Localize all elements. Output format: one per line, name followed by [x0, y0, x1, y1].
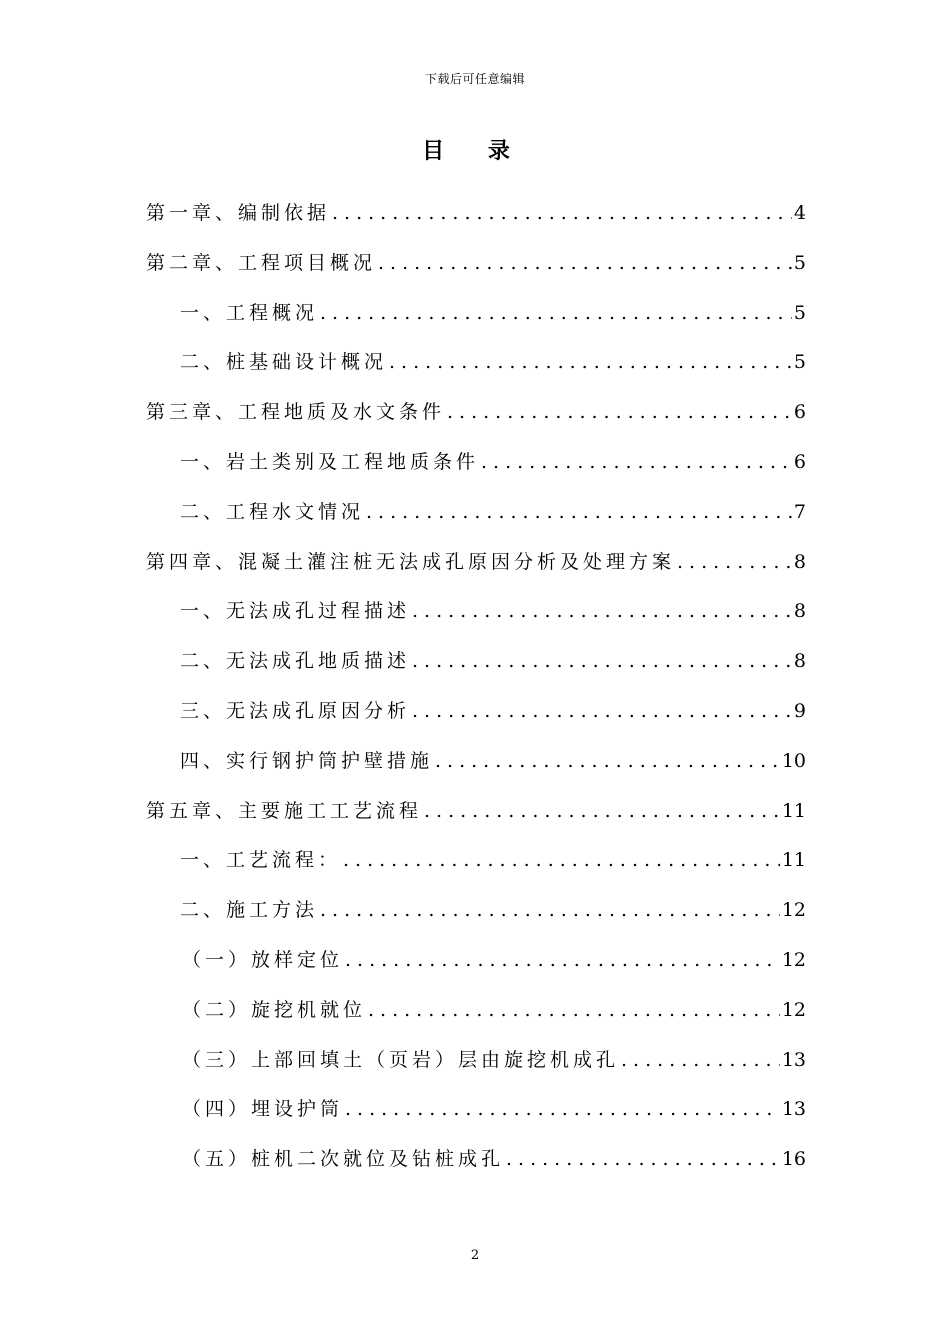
toc-entry-label: （一）放样定位: [182, 948, 344, 971]
toc-leader-dots: [320, 892, 780, 928]
toc-leader-dots: [320, 295, 792, 331]
toc-entry-page: 12: [781, 998, 806, 1021]
toc-entry-label: 一、无法成孔过程描述: [180, 600, 411, 623]
toc-entry[interactable]: [146, 743, 806, 793]
toc-leader-dots: [332, 195, 792, 231]
toc-entry-label: 二、桩基础设计概况: [180, 351, 388, 374]
toc-entry-page: 11: [781, 849, 806, 872]
toc-entry-page: 12: [781, 899, 806, 922]
toc-entry-label: 一、工艺流程：: [180, 849, 342, 872]
toc-entry-label: 二、无法成孔地质描述: [180, 650, 411, 673]
toc-leader-dots: [424, 793, 780, 829]
toc-entry[interactable]: [146, 842, 806, 892]
toc-entry-label: 四、实行钢护筒护壁措施: [180, 749, 434, 772]
toc-leader-dots: [481, 444, 792, 480]
toc-entry-label: 二、工程水文情况: [180, 500, 365, 523]
toc-entry[interactable]: [146, 394, 806, 444]
toc-entry-page: 16: [781, 1148, 806, 1171]
toc-entry-label: （五）桩机二次就位及钻桩成孔: [182, 1148, 505, 1171]
toc-entry-label: 一、工程概况: [180, 301, 319, 324]
toc-leader-dots: [621, 1042, 780, 1078]
toc-entry-page: 7: [793, 500, 806, 523]
toc-leader-dots: [412, 693, 792, 729]
toc-entry[interactable]: [146, 444, 806, 494]
page-header: 下载后可任意编辑: [424, 72, 525, 86]
toc-entry-page: 13: [781, 1098, 806, 1121]
toc-entry[interactable]: [146, 494, 806, 544]
toc-leader-dots: [343, 842, 780, 878]
toc-leader-dots: [435, 743, 780, 779]
toc-entry[interactable]: [146, 1042, 806, 1092]
toc-entry[interactable]: [146, 693, 806, 743]
toc-entry-page: 5: [793, 301, 806, 324]
toc-entry-label: 第四章、混凝土灌注桩无法成孔原因分析及处理方案: [146, 550, 676, 573]
toc-entry-label: 三、无法成孔原因分析: [180, 699, 411, 722]
toc-entry-label: 第二章、工程项目概况: [146, 251, 377, 274]
toc-entry[interactable]: [146, 344, 806, 394]
toc-entry-label: （二）旋挖机就位: [182, 998, 367, 1021]
toc-entry-page: 10: [781, 749, 806, 772]
toc-leader-dots: [677, 544, 792, 580]
toc-entry[interactable]: [146, 195, 806, 245]
toc-leader-dots: [345, 1091, 780, 1127]
toc-leader-dots: [345, 942, 780, 978]
toc-entry-page: 13: [781, 1048, 806, 1071]
toc-entry-label: 第一章、编制依据: [146, 202, 331, 224]
toc-leader-dots: [389, 344, 792, 380]
toc-entry-page: 12: [781, 948, 806, 971]
toc-entry[interactable]: [146, 295, 806, 345]
toc-entry-label: （三）上部回填土（页岩）层由旋挖机成孔: [182, 1048, 620, 1071]
toc-leader-dots: [506, 1141, 780, 1177]
toc-title: 目 录: [422, 138, 528, 164]
table-of-contents: [146, 195, 806, 1191]
toc-leader-dots: [368, 992, 780, 1028]
toc-leader-dots: [412, 643, 792, 679]
toc-leader-dots: [366, 494, 792, 530]
toc-entry[interactable]: [146, 1141, 806, 1191]
toc-leader-dots: [378, 245, 792, 281]
toc-entry-label: 第五章、主要施工工艺流程: [146, 799, 423, 822]
toc-entry[interactable]: [146, 1091, 806, 1141]
toc-entry[interactable]: [146, 992, 806, 1042]
toc-entry[interactable]: [146, 593, 806, 643]
page-number: 2: [470, 1248, 480, 1263]
toc-entry-label: 一、岩土类别及工程地质条件: [180, 450, 480, 473]
toc-entry-label: （四）埋设护筒: [182, 1098, 344, 1121]
toc-entry-page: 6: [793, 401, 806, 424]
toc-entry-page: 8: [793, 600, 806, 623]
toc-entry[interactable]: [146, 942, 806, 992]
toc-entry[interactable]: [146, 245, 806, 295]
toc-entry-page: 8: [793, 650, 806, 673]
toc-leader-dots: [412, 593, 792, 629]
toc-entry-page: 6: [793, 450, 806, 473]
toc-entry-page: 9: [793, 699, 806, 722]
toc-entry[interactable]: [146, 643, 806, 693]
toc-entry[interactable]: [146, 793, 806, 843]
toc-entry-page: 8: [793, 550, 806, 573]
toc-leader-dots: [447, 394, 792, 430]
toc-entry-page: 5: [793, 351, 806, 374]
toc-entry-label: 第三章、工程地质及水文条件: [146, 401, 446, 424]
toc-entry-page: 4: [793, 202, 806, 224]
toc-entry-page: 5: [793, 251, 806, 274]
toc-entry-label: 二、施工方法: [180, 899, 319, 922]
toc-entry-page: 11: [781, 799, 806, 822]
toc-entry[interactable]: [146, 544, 806, 594]
toc-entry[interactable]: [146, 892, 806, 942]
